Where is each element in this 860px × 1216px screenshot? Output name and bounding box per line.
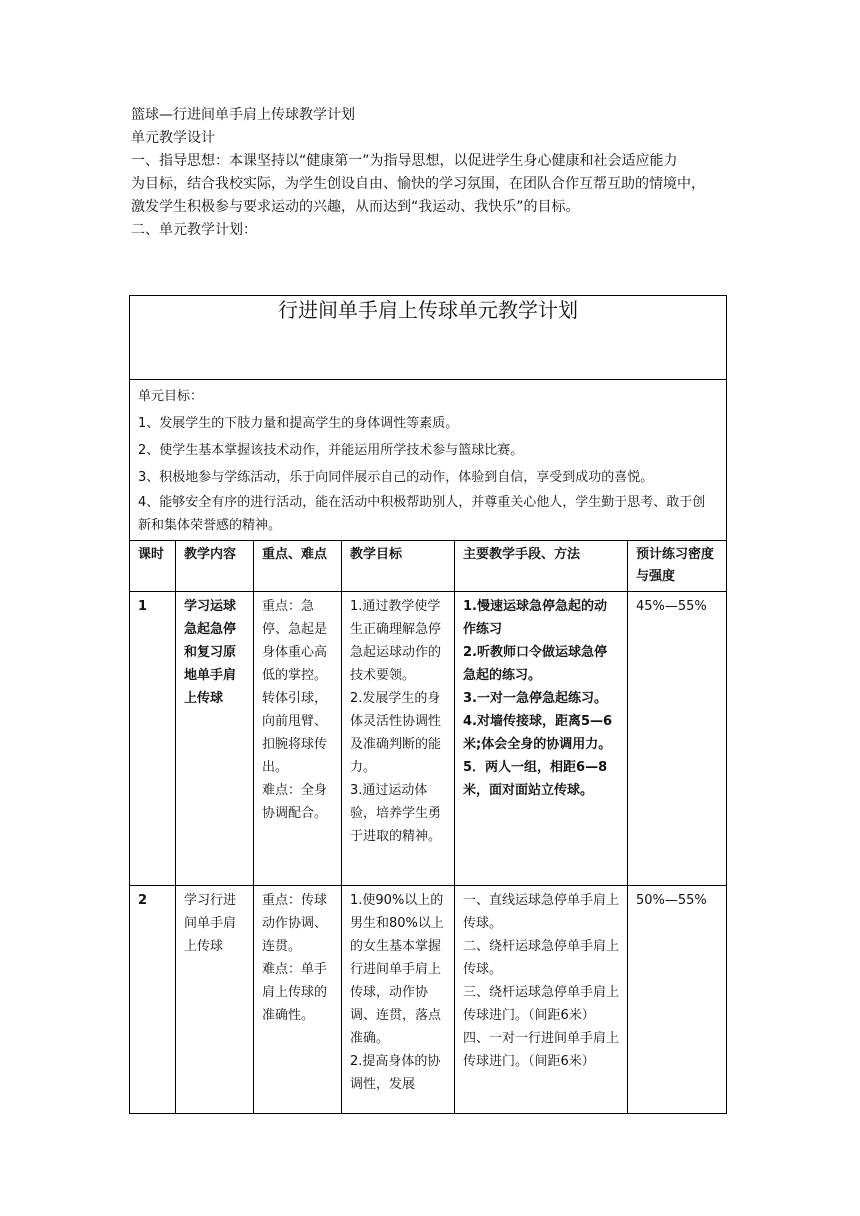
unit-plan-heading: 二、单元教学计划： — [131, 222, 257, 238]
table-title: 行进间单手肩上传球单元教学计划 — [130, 296, 727, 380]
lesson-methods: 一、直线运球急停单手肩上传球。 二、绕杆运球急停单手肩上传球。 三、绕杆运球急停单手肩上传球进门。（间距6米） 四、一对一行进间单手肩上传球进门。（间距6米） — [455, 886, 628, 1114]
lesson-objectives: 1.通过教学使学生正确理解急停急起运球动作的技术要领。 2.发展学生的身体灵活性协调性及准确判断的能力。 3.通过运动体验，培养学生勇于进取的精神。 — [342, 592, 455, 886]
unit-plan-table — [129, 295, 727, 1114]
goal-item: 2、使学生基本掌握该技术动作，并能运用所学技术参与篮球比赛。 — [138, 443, 524, 458]
lesson-number: 2 — [130, 886, 176, 1114]
guiding-thought-line-2: 为目标，结合我校实际，为学生创设自由、愉快的学习氛围，在团队合作互帮互助的情境中， — [131, 176, 705, 192]
header-methods: 主要教学手段、方法 — [455, 541, 628, 592]
document-title: 篮球—行进间单手肩上传球教学计划 — [131, 107, 355, 123]
header-content: 教学内容 — [176, 541, 254, 592]
guiding-thought-line-3: 激发学生积极参与要求运动的兴趣，从而达到“我运动、我快乐”的目标。 — [131, 199, 580, 215]
lesson-density: 50%—55% — [628, 886, 727, 1114]
goal-item: 4、能够安全有序的进行活动，能在活动中积极帮助别人，并尊重关心他人，学生勤于思考、敢于创新和集体荣誉感的精神。 — [138, 495, 706, 533]
header-density: 预计练习密度与强度 — [628, 541, 727, 592]
lesson-content: 学习运球急起急停和复习原地单手肩上传球 — [176, 592, 254, 886]
lesson-density: 45%—55% — [628, 592, 727, 886]
header-lesson: 课时 — [130, 541, 176, 592]
goals-heading: 单元目标： — [138, 389, 204, 404]
goal-item: 1、发展学生的下肢力量和提高学生的身体调性等素质。 — [138, 416, 459, 431]
table-row — [130, 592, 727, 886]
table-row — [130, 886, 727, 1114]
lesson-number: 1 — [130, 592, 176, 886]
document-subtitle: 单元教学设计 — [131, 130, 215, 146]
lesson-methods: 1.慢速运球急停急起的动作练习 2.听教师口令做运球急停急起的练习。 3.一对一急停急起练习。 4.对墙传接球，距离5—6米;体会全身的协调用力。 5．两人一组，相距6—8米，面对面站立传球。 — [455, 592, 628, 886]
lesson-keypoints: 重点：传球动作协调、连贯。 难点：单手肩上传球的准确性。 — [254, 886, 342, 1114]
lesson-keypoints: 重点：急停、急起是身体重心高低的掌控。转体引球，向前甩臂、扣腕将球传出。 难点：全身协调配合。 — [254, 592, 342, 886]
unit-goals — [130, 380, 727, 541]
header-objectives: 教学目标 — [342, 541, 455, 592]
table-header-row — [130, 541, 727, 592]
lesson-objectives: 1.使90%以上的男生和80%以上的女生基本掌握行进间单手肩上传球，动作协调、连贯，落点准确。 2.提高身体的协调性，发展 — [342, 886, 455, 1114]
lesson-content: 学习行进间单手肩上传球 — [176, 886, 254, 1114]
intro-section — [131, 104, 743, 242]
goal-item: 3、积极地参与学练活动，乐于向同伴展示自己的动作，体验到自信，享受到成功的喜悦。 — [138, 470, 654, 485]
header-keypoints: 重点、难点 — [254, 541, 342, 592]
guiding-thought-line-1: 一、指导思想：本课坚持以“健康第一”为指导思想，以促进学生身心健康和社会适应能力 — [131, 153, 678, 169]
